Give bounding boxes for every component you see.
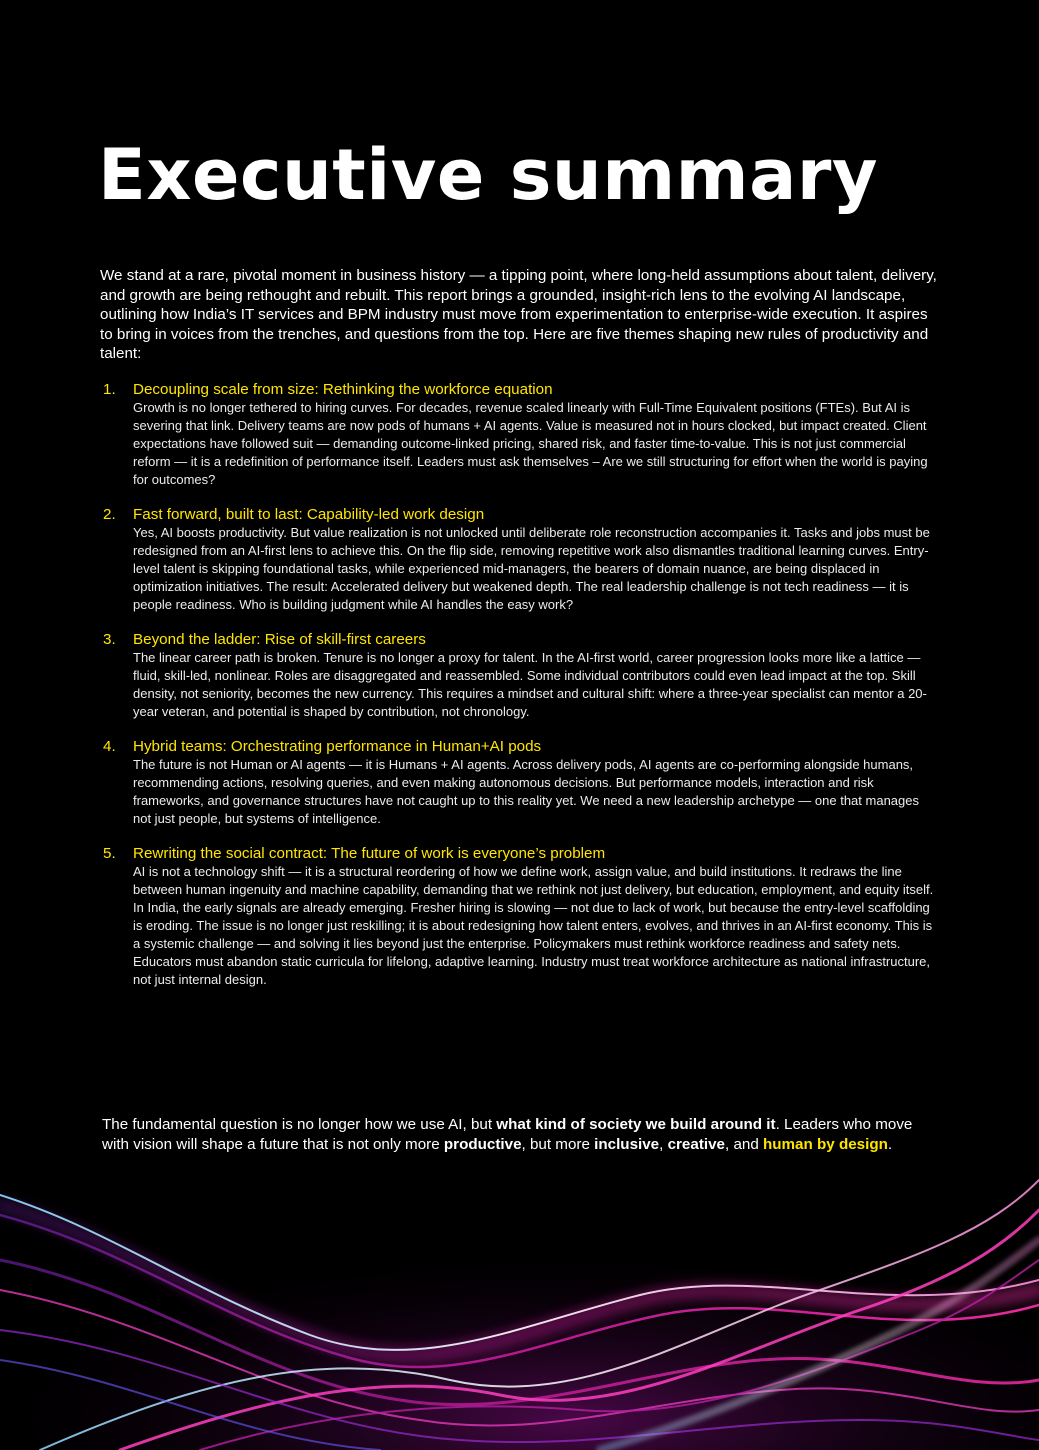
theme-heading: Rewriting the social contract: The future of work is everyone’s problem (133, 845, 606, 862)
theme-heading: Fast forward, built to last: Capability-led work design (133, 506, 485, 523)
closing-paragraph (102, 1115, 932, 1154)
theme-body: The linear career path is broken. Tenure is no longer a proxy for talent. In the AI-first world, career progression looks more like a lattice — fluid, skill-led, nonlinear. Roles are disaggregated and reassembled. Some individual contributors could even lead impact at the top. Skill density, not seniority, becomes the new currency. This requires a mindset and cultural shift: where a three-year specialist can mentor a 20-year veteran, and potential is shaped by contribution, not chronology. (133, 650, 927, 719)
theme-body: Yes, AI boosts productivity. But value realization is not unlocked until deliberate role reconstruction accompanies it. Tasks and jobs must be redesigned from an AI-first lens to achieve this. On the flip side, removing repetitive work also dismantles traditional learning curves. Entry-level talent is skipping foundational tasks, while experienced mid-managers, the bearers of domain nuance, are being displaced in optimization initiatives. The result: Accelerated delivery but weakened depth. The real leadership challenge is not tech readiness — it is people readiness. Who is building judgment while AI handles the easy work? (133, 525, 930, 612)
theme-number: 3. (103, 631, 116, 648)
theme-item (100, 738, 940, 828)
theme-body: AI is not a technology shift — it is a structural reordering of how we define work, assign value, and build institutions. It redraws the line between human ingenuity and machine capability, demanding that we rethink not just delivery, but education, employment, and equity itself. In India, the early signals are already emerging. Fresher hiring is slowing — not due to lack of work, but because the entry-level scaffolding is eroding. The issue is no longer just reskilling; it is about redesigning how talent enters, evolves, and thrives in an AI-first economy. This is a systemic challenge — and solving it lies beyond just the enterprise. Policymakers must rethink workforce readiness and safety nets. Educators must abandon static curricula for lifelong, adaptive learning. Industry must treat workforce architecture as national infrastructure, not just internal design. (133, 864, 934, 987)
page-title: Executive summary (98, 134, 878, 216)
theme-item (100, 845, 940, 989)
closing-emphasis: what kind of society we build around it (496, 1116, 776, 1133)
theme-body: The future is not Human or AI agents — it is Humans + AI agents. Across delivery pods, AI agents are co-performing alongside humans, recommending actions, resolving queries, and even making autonomous decisions. But performance models, interaction and risk frameworks, and governance structures have not caught up to this reality yet. We need a new leadership archetype — one that manages not just people, but systems of intelligence. (133, 757, 919, 826)
intro-paragraph: We stand at a rare, pivotal moment in business history — a tipping point, where long-held assumptions about talent, delivery, and growth are being rethought and rebuilt. This report brings a grounded, insight-rich lens to the evolving AI landscape, outlining how India’s IT services and BPM industry must move from experimentation to enterprise-wide execution. It aspires to bring in voices from the trenches, and questions from the top. Here are five themes shaping new rules of productivity and talent: (100, 267, 937, 363)
closing-text: . Leaders who move with vision will shape a future that is not only more (102, 1116, 913, 1153)
theme-number: 2. (103, 506, 116, 523)
theme-number: 5. (103, 845, 116, 862)
theme-heading: Decoupling scale from size: Rethinking the workforce equation (133, 381, 553, 398)
closing-text: , and (725, 1135, 763, 1153)
theme-number: 1. (103, 381, 116, 398)
closing-text: . (887, 1135, 893, 1153)
theme-body: Growth is no longer tethered to hiring curves. For decades, revenue scaled linearly with Full-Time Equivalent positions (FTEs). But AI is severing that link. Delivery teams are now pods of humans + AI agents. Value is measured not in hours clocked, but impact created. Client expectations have followed suit — demanding outcome-linked pricing, shared risk, and faster time-to-value. This is not just commercial reform — it is a redefinition of performance itself. Leaders must ask themselves – Are we still structuring for effort when the world is paying for outcomes? (133, 400, 928, 487)
closing-text: , but more (521, 1135, 595, 1153)
theme-heading: Beyond the ladder: Rise of skill-first careers (133, 631, 426, 648)
theme-item (100, 381, 940, 489)
closing-text: The fundamental question is no longer how we use AI, but (102, 1116, 497, 1133)
theme-heading: Hybrid teams: Orchestrating performance in Human+AI pods (133, 738, 542, 755)
theme-item (100, 631, 940, 721)
closing-emphasis: creative (667, 1135, 725, 1153)
closing-highlight: human by design (763, 1135, 888, 1153)
theme-number: 4. (103, 738, 116, 755)
theme-item (100, 506, 940, 614)
closing-text: , (659, 1135, 668, 1153)
closing-emphasis: productive (443, 1135, 522, 1153)
closing-emphasis: inclusive (594, 1135, 660, 1153)
themes-list (100, 381, 940, 1006)
